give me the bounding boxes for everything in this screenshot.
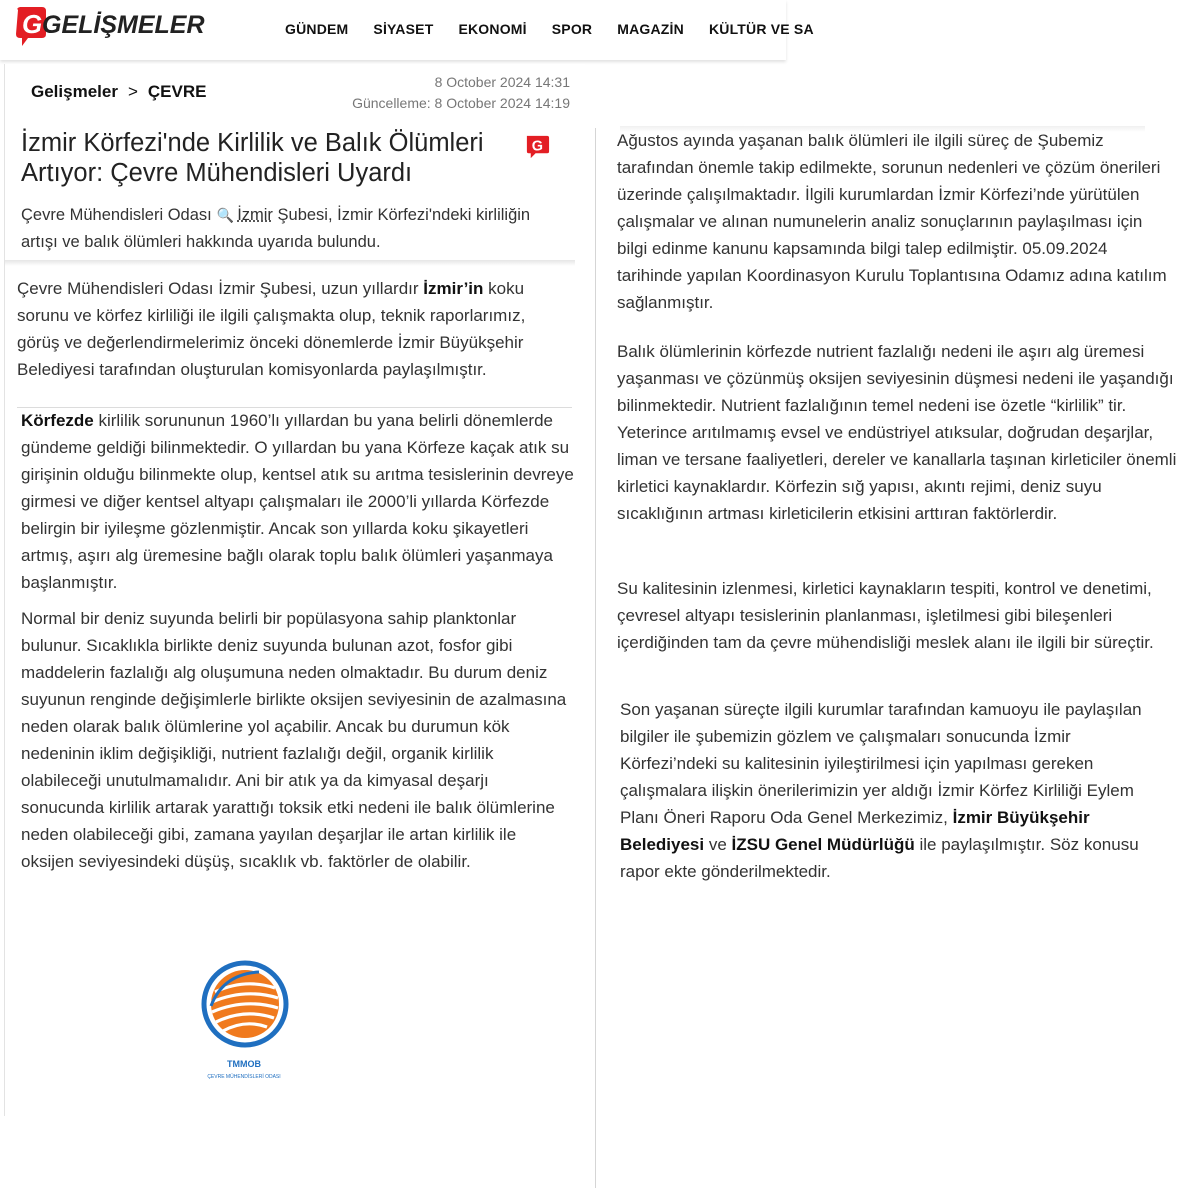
magnifier-icon: 🔍 (216, 207, 235, 223)
right-paragraph-1: Ağustos ayında yaşanan balık ölümleri ile ilgili süreç de Şubemiz tarafından önemle takip edilmekte, sorunun nedenleri ve çözüm önerileri üzerinde çalışılmaktadır. İlgili kurumlardan İzmir Körfezi’nde yürütülen çalışmalar ve alınan numunelerin analiz sonuçlarının paylaşılması için bilgi edinme kanunu kapsamında bilgi talep edilmiştir. 05.09.2024 tarihinde yapılan Koordinasyon Kurulu Toplantısına Odamız adına katılım sağlanmıştır. (617, 131, 1167, 312)
right-paragraph-3: Su kalitesinin izlenmesi, kirletici kaynakların tespiti, kontrol ve denetimi, çevresel altyapı tesislerinin planlanması, işletilmesi gibi bileşenleri içerdiğinden tam da çevre mühendisliği meslek alanı ile ilgili bir süreçtir. (617, 579, 1154, 652)
right-paragraph-2: Balık ölümlerinin körfezde nutrient fazlalığı nedeni ile aşırı alg üremesi yaşanması ve çözünmüş oksijen seviyesinin düşmesi nedeni ile yaşandığı bilinmektedir. Nutrient fazlalığının temel nedeni ise özetle “kirlilik” tir. Yeterince arıtılmamış evsel ve endüstriyel atıksular, doğrudan deşarjlar, liman ve tersane faaliyetleri, dereler ve kanallarla taşınan kirleticiler önemli kirletici kaynaklardır. Körfezin sığ yapısı, akıntı rejimi, deniz suyu sıcaklığının artması kirleticilerin etkisini arttıran faktörlerdir. (617, 342, 1177, 523)
article-left-column (4, 64, 585, 1116)
right-paragraph-4 (620, 696, 1170, 885)
p2-text: kirlilik sorununun 1960’lı yıllardan bu yana belirli dönemlerde gündeme geldiği bilinmektedir. O yıllardan bu yana Körfeze kaçak atık su girişinin olduğu bilinmekte olup, kentsel atık su arıtma tesislerinin devreye girmesi ve diğer kentsel altyapı çalışmaları ile 2000’li yıllarda Körfezde belirgin bir iyileşme gözlenmiştir. Ancak son yıllarda koku şikayetleri artmış, aşırı alg üremesine bağlı olarak toplu balık ölümleri yaşanmaya başlanmıştır. (21, 411, 574, 592)
brand-g-icon (524, 133, 551, 160)
nav-item-gundem[interactable]: GÜNDEM (285, 21, 349, 37)
article-title: İzmir Körfezi'nde Kirlilik ve Balık Ölümleri Artıyor: Çevre Mühendisleri Uyardı (21, 129, 484, 187)
svg-text:G: G (22, 9, 43, 39)
nav-item-kultur[interactable]: KÜLTÜR VE SA (708, 21, 814, 37)
r4-text-c: ve (704, 835, 732, 854)
main-nav (285, 21, 814, 41)
breadcrumb-separator: > (127, 82, 138, 101)
lead-text-start: Çevre Mühendisleri Odası (21, 206, 212, 224)
breadcrumb-category[interactable]: ÇEVRE (147, 82, 207, 101)
r4-bold-izsu: İZSU Genel Müdürlüğü (731, 835, 915, 854)
svg-text:GELİŞMELER: GELİŞMELER (42, 11, 205, 39)
p1-text-c: koku sorunu ve körfez kirliliği ile ilgili çalışmakta olup, teknik raporlarımız, görüş ve değerlendirmelerimiz önceki dönemlerde İzmir Büyükşehir Belediyesi tarafından oluşturulan komisyonlarda paylaşılmıştır. (17, 279, 526, 379)
r4-text-e: ile paylaşılmıştır. Söz konusu rapor ekte gönderilmektedir. (620, 835, 1139, 881)
svg-text:G: G (531, 138, 543, 155)
breadcrumb (31, 82, 206, 102)
lead-text-end: Şubesi, İzmir Körfezi'ndeki kirliliğin artışı ve balık ölümleri hakkında uyarıda bulundu. (21, 206, 531, 251)
breadcrumb-home[interactable]: Gelişmeler (31, 82, 118, 101)
lead-divider (5, 260, 575, 266)
nav-item-spor[interactable]: SPOR (551, 21, 593, 37)
column-divider (595, 128, 596, 1188)
article-dates (352, 72, 570, 114)
r4-bold-ibb: İzmir Büyükşehir Belediyesi (620, 808, 1090, 854)
r4-text-a: Son yaşanan süreçte ilgili kurumlar tarafından kamuoyu ile paylaşılan bilgiler ile şubemizin gözlem ve çalışmaları sonucunda İzmir Körfezi’ndeki su kalitesinin iyileştirilmesi için yapılması gereken çalışmalara ilişkin önerilerimizin yer aldığı İzmir Körfez Kirliliği Eylem Planı Öneri Raporu Oda Genel Merkezimiz, (620, 700, 1142, 827)
site-header (0, 0, 814, 60)
nav-item-ekonomi[interactable]: EKONOMİ (458, 21, 527, 37)
paragraph-2 (21, 407, 576, 596)
nav-item-magazin[interactable]: MAGAZİN (617, 21, 684, 37)
paragraph-3: Normal bir deniz suyunda belirli bir popülasyona sahip planktonlar bulunur. Sıcaklıkla birlikte deniz suyunda bulunan azot, fosfor gibi maddelerin fazlalığı alg oluşumuna neden olmaktadır. Bu durum deniz suyunun renginde değişimlerle birlikte oksijen seviyesinin de azalmasına neden olarak balık ölümlerine yol açabilir. Ancak bu durumun kök nedeninin iklim değişikliği, nutrient fazlalığı değil, organik kirlilik olabileceği unutulmamalıdır. Ani bir atık ya da kimyasal deşarjı sonucunda kirlilik artarak yarattığı toksik etki nedeni ile balık ölümlerine neden olabileceği gibi, zamana yayılan deşarjlar ile artan kirlilik ile oksijen seviyesindeki düşüş, sıcaklık vb. faktörler de olabilir. (21, 609, 567, 871)
published-date: 8 October 2024 14:31 (434, 74, 570, 90)
paragraph-1 (17, 275, 572, 383)
site-logo[interactable] (12, 4, 212, 54)
tmmob-cmo-logo (189, 954, 299, 1084)
svg-text:ÇEVRE MÜHENDİSLERİ ODASI: ÇEVRE MÜHENDİSLERİ ODASI (207, 1074, 281, 1080)
nav-item-siyaset[interactable]: SİYASET (373, 21, 434, 37)
svg-text:TMMOB: TMMOB (227, 1059, 261, 1069)
p1-bold-izmir: İzmir’in (423, 279, 484, 298)
p1-text-a: Çevre Mühendisleri Odası İzmir Şubesi, uzun yıllardır (17, 279, 424, 298)
updated-date: Güncelleme: 8 October 2024 14:19 (352, 95, 570, 111)
article-lead (21, 202, 566, 256)
p2-bold-korfezde: Körfezde (21, 411, 94, 430)
lead-izmir-link[interactable]: İzmir (237, 206, 273, 224)
